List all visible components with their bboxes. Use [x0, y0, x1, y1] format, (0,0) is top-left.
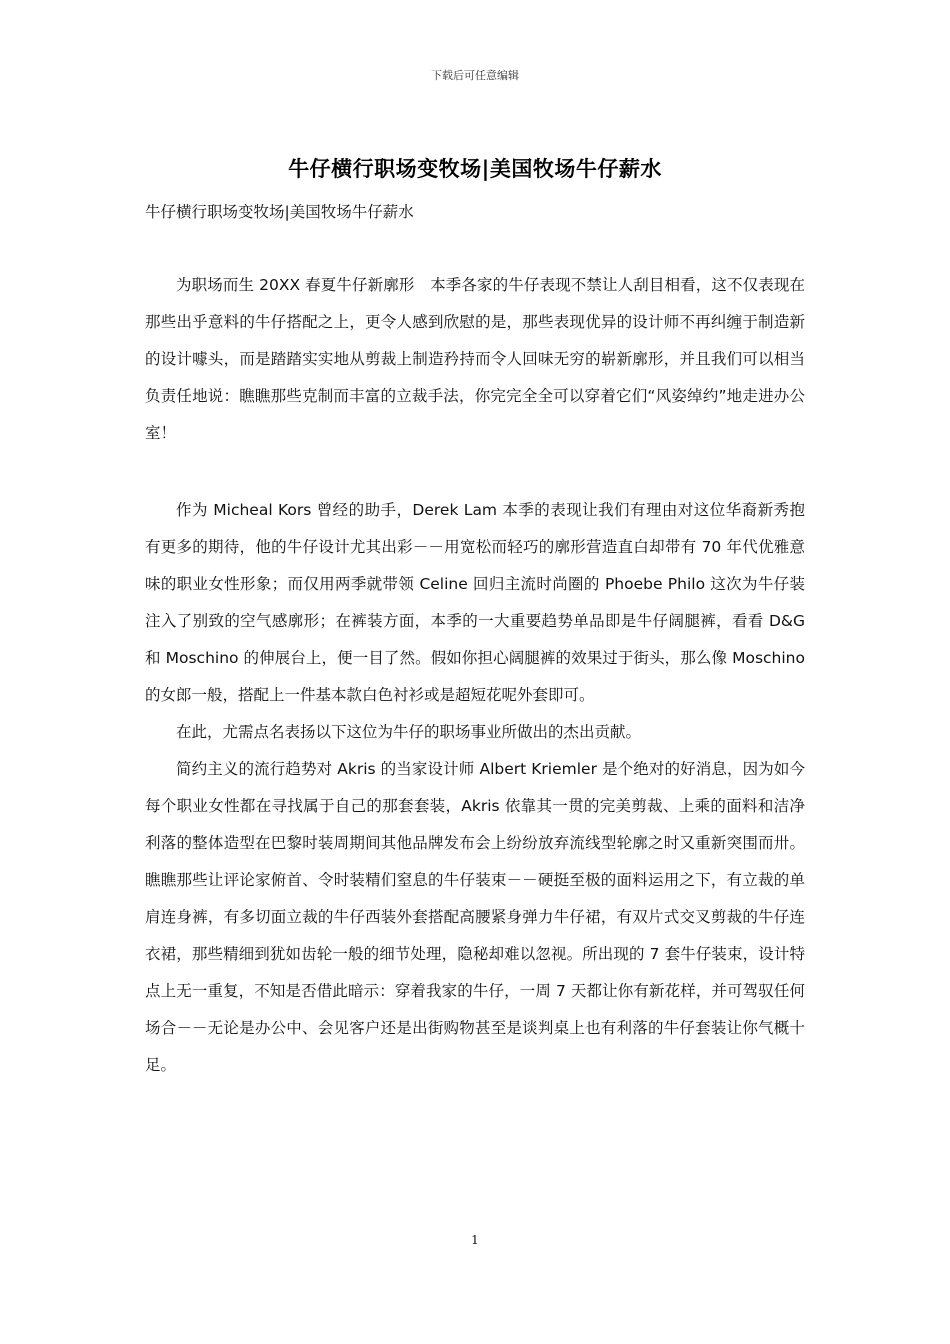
- document-subtitle: 牛仔横行职场变牧场|美国牧场牛仔薪水: [145, 203, 414, 221]
- document-title: 牛仔横行职场变牧场|美国牧场牛仔薪水: [288, 157, 662, 181]
- body-section-main: [145, 492, 805, 1084]
- paragraph-akris: 简约主义的流行趋势对 Akris 的当家设计师 Albert Kriemler 是个绝对的好消息，因为如今每个职业女性都在寻找属于自己的那套套装，Akris 依靠其一贯的完美剪裁、上乘的面料和洁净利落的整体造型在巴黎时装周期间其他品牌发布会上纷纷放弃流线型轮廓之时又重新突围而卅。瞧瞧那些让评论家俯首、令时装精们窒息的牛仔装束－－硬挺至极的面料运用之下，有立裁的单肩连身裤，有多切面立裁的牛仔西装外套搭配高腰紧身弹力牛仔裙，有双片式交叉剪裁的牛仔连衣裙，那些精细到犹如齿轮一般的细节处理，隐秘却难以忽视。所出现的 7 套牛仔装束，设计特点上无一重复，不知是否借此暗示：穿着我家的牛仔，一周 7 天都让你有新花样，并可驾驭任何场合－－无论是办公中、会见客户还是出街购物甚至是谈判桌上也有利落的牛仔套装让你气概十足。: [145, 760, 805, 1074]
- page-header-note: 下载后可任意编辑: [431, 69, 519, 82]
- paragraph-praise: 在此，尤需点名表扬以下这位为牛仔的职场事业所做出的杰出贡献。: [176, 723, 642, 741]
- paragraph-intro: 为职场而生 20XX 春夏牛仔新廓形 本季各家的牛仔表现不禁让人刮目相看，这不仅表现在那些出乎意料的牛仔搭配之上，更令人感到欣慰的是，那些表现优异的设计师不再纠缠于制造新的设计噱头，而是踏踏实实地从剪裁上制造矜持而令人回味无穷的崭新廓形，并且我们可以相当负责任地说：瞧瞧那些克制而丰富的立裁手法，你完完全全可以穿着它们“风姿绰约”地走进办公室！: [145, 276, 805, 442]
- body-section-intro: [145, 267, 805, 452]
- page-number: 1: [471, 1233, 479, 1247]
- paragraph-derek-lam: 作为 Micheal Kors 曾经的助手，Derek Lam 本季的表现让我们有理由对这位华裔新秀抱有更多的期待，他的牛仔设计尤其出彩－－用宽松而轻巧的廓形营造直白却带有 70 年代优雅意味的职业女性形象；而仅用两季就带领 Celine 回归主流时尚圈的 Phoebe Philo 这次为牛仔装注入了别致的空气感廓形；在裤装方面，本季的一大重要趋势单品即是牛仔阔腿裤，看看 D&G 和 Moschino 的伸展台上，便一目了然。假如你担心阔腿裤的效果过于街头，那么像 Moschino 的女郎一般，搭配上一件基本款白色衬衫或是超短花呢外套即可。: [145, 501, 805, 704]
